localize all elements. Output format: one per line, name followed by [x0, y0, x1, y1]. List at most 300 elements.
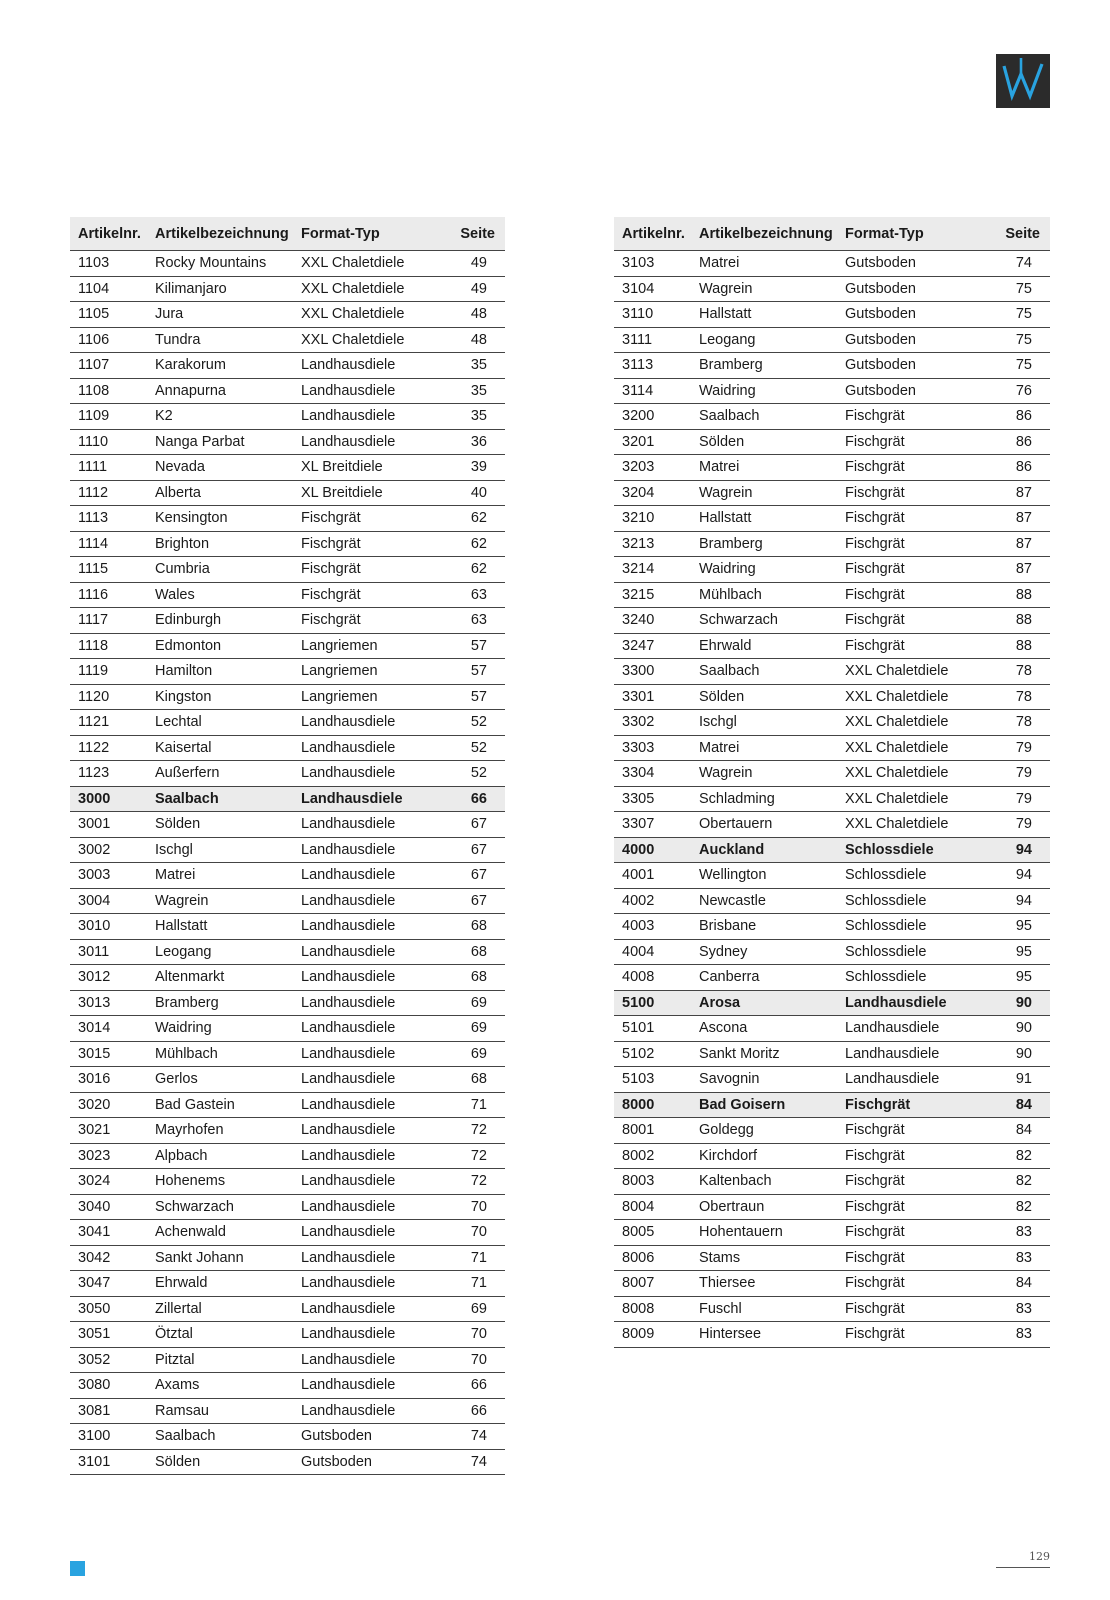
cell-page: 71: [440, 1271, 505, 1297]
cell-page: 67: [440, 888, 505, 914]
cell-name: Waidring: [691, 378, 837, 404]
cell-page: 75: [984, 276, 1050, 302]
header-name: Artikelbezeichnung: [147, 217, 293, 251]
cell-format: Langriemen: [293, 659, 440, 685]
cell-name: Sydney: [691, 939, 837, 965]
cell-page: 82: [984, 1143, 1050, 1169]
cell-article-no: 3047: [70, 1271, 147, 1297]
table-row: [614, 633, 1050, 659]
table-row: [614, 1067, 1050, 1093]
table-row: [70, 557, 505, 583]
cell-page: 71: [440, 1092, 505, 1118]
cell-page: 62: [440, 557, 505, 583]
cell-format: Landhausdiele: [293, 1322, 440, 1348]
cell-page: 95: [984, 914, 1050, 940]
cell-page: 72: [440, 1169, 505, 1195]
table-row: [614, 914, 1050, 940]
table-row: [614, 455, 1050, 481]
cell-page: 68: [440, 939, 505, 965]
cell-page: 68: [440, 1067, 505, 1093]
cell-name: Hintersee: [691, 1322, 837, 1348]
cell-article-no: 1118: [70, 633, 147, 659]
cell-article-no: 3213: [614, 531, 691, 557]
cell-format: XXL Chaletdiele: [837, 735, 984, 761]
cell-article-no: 3052: [70, 1347, 147, 1373]
table-row: [70, 251, 505, 277]
cell-format: XXL Chaletdiele: [837, 786, 984, 812]
cell-article-no: 3012: [70, 965, 147, 991]
cell-format: Landhausdiele: [293, 1041, 440, 1067]
cell-article-no: 4003: [614, 914, 691, 940]
cell-page: 67: [440, 812, 505, 838]
cell-name: Kaisertal: [147, 735, 293, 761]
cell-article-no: 3200: [614, 404, 691, 430]
cell-name: Lechtal: [147, 710, 293, 736]
cell-name: Rocky Mountains: [147, 251, 293, 277]
cell-name: Newcastle: [691, 888, 837, 914]
cell-article-no: 1103: [70, 251, 147, 277]
cell-article-no: 3302: [614, 710, 691, 736]
table-row: [614, 480, 1050, 506]
table-row: [70, 608, 505, 634]
cell-article-no: 8001: [614, 1118, 691, 1144]
cell-article-no: 3024: [70, 1169, 147, 1195]
table-row: [614, 302, 1050, 328]
cell-page: 87: [984, 531, 1050, 557]
cell-page: 74: [440, 1424, 505, 1450]
cell-article-no: 5101: [614, 1016, 691, 1042]
cell-article-no: 3303: [614, 735, 691, 761]
cell-page: 35: [440, 404, 505, 430]
cell-format: Fischgrät: [293, 582, 440, 608]
cell-name: Sölden: [691, 429, 837, 455]
cell-page: 84: [984, 1092, 1050, 1118]
cell-name: Sölden: [147, 1449, 293, 1475]
table-row: [614, 1041, 1050, 1067]
cell-page: 79: [984, 761, 1050, 787]
cell-name: Pitztal: [147, 1347, 293, 1373]
cell-name: Nanga Parbat: [147, 429, 293, 455]
cell-page: 66: [440, 1398, 505, 1424]
cell-article-no: 3023: [70, 1143, 147, 1169]
cell-format: Fischgrät: [837, 1092, 984, 1118]
table-row: [614, 1296, 1050, 1322]
cell-page: 74: [440, 1449, 505, 1475]
cell-name: Cumbria: [147, 557, 293, 583]
cell-page: 78: [984, 659, 1050, 685]
table-row: [70, 888, 505, 914]
cell-name: Wagrein: [147, 888, 293, 914]
table-row: [70, 633, 505, 659]
cell-article-no: 3100: [70, 1424, 147, 1450]
table-row: [614, 404, 1050, 430]
cell-name: Ramsau: [147, 1398, 293, 1424]
cell-format: Landhausdiele: [293, 1245, 440, 1271]
table-row: [614, 1118, 1050, 1144]
cell-article-no: 3247: [614, 633, 691, 659]
cell-article-no: 1115: [70, 557, 147, 583]
table-row: [70, 582, 505, 608]
cell-page: 48: [440, 302, 505, 328]
cell-name: Matrei: [691, 455, 837, 481]
cell-page: 74: [984, 251, 1050, 277]
cell-format: Fischgrät: [837, 506, 984, 532]
cell-page: 84: [984, 1271, 1050, 1297]
cell-name: Ascona: [691, 1016, 837, 1042]
cell-page: 62: [440, 531, 505, 557]
cell-format: XXL Chaletdiele: [837, 812, 984, 838]
cell-format: Landhausdiele: [837, 1016, 984, 1042]
cell-article-no: 3307: [614, 812, 691, 838]
cell-name: Arosa: [691, 990, 837, 1016]
cell-page: 75: [984, 302, 1050, 328]
cell-page: 66: [440, 1373, 505, 1399]
cell-format: Landhausdiele: [293, 939, 440, 965]
cell-name: Matrei: [691, 735, 837, 761]
cell-name: Altenmarkt: [147, 965, 293, 991]
cell-article-no: 3014: [70, 1016, 147, 1042]
cell-format: Fischgrät: [837, 1169, 984, 1195]
table-row: [614, 582, 1050, 608]
table-row: [70, 353, 505, 379]
table-row: [614, 710, 1050, 736]
table-row: [614, 327, 1050, 353]
cell-article-no: 5102: [614, 1041, 691, 1067]
cell-format: Landhausdiele: [293, 837, 440, 863]
table-row: [70, 1067, 505, 1093]
cell-format: Schlossdiele: [837, 939, 984, 965]
table-row-highlighted: [614, 837, 1050, 863]
table-row: [614, 1016, 1050, 1042]
cell-page: 71: [440, 1245, 505, 1271]
cell-name: Ehrwald: [147, 1271, 293, 1297]
table-row: [70, 327, 505, 353]
table-row: [70, 812, 505, 838]
table-row: [70, 710, 505, 736]
cell-article-no: 1106: [70, 327, 147, 353]
cell-format: Landhausdiele: [293, 863, 440, 889]
cell-name: Schladming: [691, 786, 837, 812]
cell-article-no: 8006: [614, 1245, 691, 1271]
cell-format: Landhausdiele: [293, 735, 440, 761]
cell-format: Landhausdiele: [293, 1398, 440, 1424]
cell-name: Matrei: [147, 863, 293, 889]
cell-name: Wellington: [691, 863, 837, 889]
header-page: Seite: [984, 217, 1050, 251]
cell-name: Saalbach: [147, 786, 293, 812]
table-row: [70, 1092, 505, 1118]
article-table-right: [614, 217, 1050, 1348]
cell-article-no: 1120: [70, 684, 147, 710]
cell-page: 94: [984, 888, 1050, 914]
cell-article-no: 1119: [70, 659, 147, 685]
cell-name: Stams: [691, 1245, 837, 1271]
cell-name: Edmonton: [147, 633, 293, 659]
table-row: [614, 353, 1050, 379]
cell-page: 62: [440, 506, 505, 532]
cell-article-no: 3003: [70, 863, 147, 889]
cell-format: Landhausdiele: [293, 1016, 440, 1042]
cell-format: Fischgrät: [837, 608, 984, 634]
cell-article-no: 1109: [70, 404, 147, 430]
cell-article-no: 3000: [70, 786, 147, 812]
cell-name: Bramberg: [147, 990, 293, 1016]
cell-article-no: 3004: [70, 888, 147, 914]
cell-format: Schlossdiele: [837, 914, 984, 940]
cell-name: Kirchdorf: [691, 1143, 837, 1169]
cell-format: Landhausdiele: [293, 1143, 440, 1169]
cell-page: 67: [440, 837, 505, 863]
cell-page: 87: [984, 480, 1050, 506]
table-row: [70, 684, 505, 710]
cell-article-no: 3016: [70, 1067, 147, 1093]
table-row: [70, 659, 505, 685]
cell-format: Landhausdiele: [293, 761, 440, 787]
cell-format: Gutsboden: [837, 327, 984, 353]
cell-page: 69: [440, 1016, 505, 1042]
cell-name: Ischgl: [691, 710, 837, 736]
table-row: [70, 302, 505, 328]
table-row: [70, 1041, 505, 1067]
cell-page: 69: [440, 1296, 505, 1322]
cell-article-no: 3020: [70, 1092, 147, 1118]
cell-format: Landhausdiele: [293, 1296, 440, 1322]
cell-article-no: 1110: [70, 429, 147, 455]
cell-name: Tundra: [147, 327, 293, 353]
cell-page: 86: [984, 404, 1050, 430]
cell-name: Savognin: [691, 1067, 837, 1093]
cell-page: 48: [440, 327, 505, 353]
cell-article-no: 3010: [70, 914, 147, 940]
table-row: [70, 965, 505, 991]
table-row: [70, 429, 505, 455]
cell-article-no: 3002: [70, 837, 147, 863]
cell-page: 75: [984, 327, 1050, 353]
cell-format: XXL Chaletdiele: [293, 276, 440, 302]
cell-name: Außerfern: [147, 761, 293, 787]
cell-name: Kensington: [147, 506, 293, 532]
cell-format: Landhausdiele: [293, 965, 440, 991]
cell-name: Hallstatt: [691, 302, 837, 328]
cell-format: XXL Chaletdiele: [837, 761, 984, 787]
cell-name: Hohentauern: [691, 1220, 837, 1246]
cell-format: Gutsboden: [293, 1424, 440, 1450]
cell-name: Kilimanjaro: [147, 276, 293, 302]
cell-article-no: 1121: [70, 710, 147, 736]
table-row-highlighted: [70, 786, 505, 812]
cell-name: Wagrein: [691, 276, 837, 302]
table-row: [70, 1143, 505, 1169]
cell-page: 36: [440, 429, 505, 455]
cell-format: Landhausdiele: [293, 914, 440, 940]
cell-format: Landhausdiele: [293, 353, 440, 379]
cell-article-no: 3204: [614, 480, 691, 506]
w-logo-icon: [996, 54, 1050, 108]
cell-format: Fischgrät: [837, 531, 984, 557]
cell-format: Schlossdiele: [837, 837, 984, 863]
cell-article-no: 3104: [614, 276, 691, 302]
cell-page: 72: [440, 1143, 505, 1169]
header-article-no: Artikelnr.: [614, 217, 691, 251]
cell-format: Landhausdiele: [293, 1118, 440, 1144]
header-format: Format-Typ: [837, 217, 984, 251]
cell-article-no: 1104: [70, 276, 147, 302]
header-page: Seite: [440, 217, 505, 251]
cell-page: 39: [440, 455, 505, 481]
cell-page: 40: [440, 480, 505, 506]
article-table-left: [70, 217, 505, 1475]
table-row: [614, 276, 1050, 302]
table-row: [70, 1322, 505, 1348]
cell-page: 52: [440, 761, 505, 787]
cell-name: Obertraun: [691, 1194, 837, 1220]
cell-name: Bramberg: [691, 531, 837, 557]
cell-name: Hamilton: [147, 659, 293, 685]
cell-page: 52: [440, 735, 505, 761]
cell-article-no: 8002: [614, 1143, 691, 1169]
cell-article-no: 3201: [614, 429, 691, 455]
cell-article-no: 1114: [70, 531, 147, 557]
cell-article-no: 3001: [70, 812, 147, 838]
cell-page: 82: [984, 1194, 1050, 1220]
cell-article-no: 3203: [614, 455, 691, 481]
cell-article-no: 3015: [70, 1041, 147, 1067]
cell-name: Leogang: [691, 327, 837, 353]
cell-name: Saalbach: [691, 404, 837, 430]
cell-name: K2: [147, 404, 293, 430]
cell-name: Waidring: [691, 557, 837, 583]
cell-name: Bad Goisern: [691, 1092, 837, 1118]
cell-page: 95: [984, 939, 1050, 965]
cell-name: Auckland: [691, 837, 837, 863]
table-header-row: [614, 217, 1050, 251]
cell-page: 68: [440, 965, 505, 991]
cell-format: XXL Chaletdiele: [293, 302, 440, 328]
cell-name: Sankt Johann: [147, 1245, 293, 1271]
cell-format: XXL Chaletdiele: [293, 327, 440, 353]
table-row: [70, 1271, 505, 1297]
cell-article-no: 4004: [614, 939, 691, 965]
cell-name: Wagrein: [691, 761, 837, 787]
table-row: [70, 404, 505, 430]
cell-page: 63: [440, 582, 505, 608]
cell-page: 90: [984, 990, 1050, 1016]
cell-article-no: 3113: [614, 353, 691, 379]
table-row: [70, 1449, 505, 1475]
cell-page: 70: [440, 1220, 505, 1246]
table-row: [70, 990, 505, 1016]
cell-article-no: 1105: [70, 302, 147, 328]
cell-article-no: 3040: [70, 1194, 147, 1220]
cell-format: Fischgrät: [293, 531, 440, 557]
cell-name: Hallstatt: [147, 914, 293, 940]
cell-name: Hohenems: [147, 1169, 293, 1195]
cell-name: Bad Gastein: [147, 1092, 293, 1118]
table-row: [614, 939, 1050, 965]
cell-article-no: 3011: [70, 939, 147, 965]
cell-article-no: 8007: [614, 1271, 691, 1297]
cell-page: 91: [984, 1067, 1050, 1093]
cell-article-no: 1111: [70, 455, 147, 481]
cell-page: 76: [984, 378, 1050, 404]
cell-article-no: 3111: [614, 327, 691, 353]
cell-format: XXL Chaletdiele: [837, 710, 984, 736]
table-row: [614, 608, 1050, 634]
cell-page: 57: [440, 659, 505, 685]
cell-name: Sankt Moritz: [691, 1041, 837, 1067]
cell-format: Fischgrät: [837, 582, 984, 608]
cell-page: 63: [440, 608, 505, 634]
cell-format: Fischgrät: [837, 633, 984, 659]
cell-name: Edinburgh: [147, 608, 293, 634]
table-row: [614, 863, 1050, 889]
cell-article-no: 4001: [614, 863, 691, 889]
cell-page: 70: [440, 1194, 505, 1220]
cell-format: Landhausdiele: [837, 1067, 984, 1093]
table-row: [614, 659, 1050, 685]
cell-article-no: 8000: [614, 1092, 691, 1118]
page-number: 129: [996, 1550, 1050, 1568]
cell-name: Ötztal: [147, 1322, 293, 1348]
cell-article-no: 4008: [614, 965, 691, 991]
table-row: [70, 863, 505, 889]
cell-name: Kaltenbach: [691, 1169, 837, 1195]
cell-article-no: 1117: [70, 608, 147, 634]
cell-page: 87: [984, 557, 1050, 583]
cell-name: Jura: [147, 302, 293, 328]
cell-article-no: 1113: [70, 506, 147, 532]
cell-format: Landhausdiele: [837, 1041, 984, 1067]
cell-page: 86: [984, 455, 1050, 481]
table-row: [614, 965, 1050, 991]
cell-format: Fischgrät: [837, 1271, 984, 1297]
blue-square-marker: [70, 1561, 85, 1576]
cell-page: 94: [984, 863, 1050, 889]
cell-name: Gerlos: [147, 1067, 293, 1093]
table-row: [70, 276, 505, 302]
cell-name: Sölden: [147, 812, 293, 838]
table-row: [70, 1296, 505, 1322]
cell-format: Schlossdiele: [837, 965, 984, 991]
cell-format: Fischgrät: [837, 1245, 984, 1271]
table-row: [70, 837, 505, 863]
table-row: [614, 888, 1050, 914]
cell-page: 95: [984, 965, 1050, 991]
cell-name: Karakorum: [147, 353, 293, 379]
cell-format: Landhausdiele: [293, 1194, 440, 1220]
cell-format: XL Breitdiele: [293, 480, 440, 506]
table-row: [70, 1169, 505, 1195]
cell-article-no: 3101: [70, 1449, 147, 1475]
cell-name: Saalbach: [147, 1424, 293, 1450]
cell-page: 35: [440, 353, 505, 379]
cell-name: Leogang: [147, 939, 293, 965]
cell-name: Alberta: [147, 480, 293, 506]
cell-format: Landhausdiele: [293, 1067, 440, 1093]
cell-format: XXL Chaletdiele: [837, 659, 984, 685]
cell-page: 49: [440, 276, 505, 302]
cell-page: 86: [984, 429, 1050, 455]
table-row: [614, 1245, 1050, 1271]
cell-page: 57: [440, 633, 505, 659]
cell-format: Landhausdiele: [293, 378, 440, 404]
cell-article-no: 3305: [614, 786, 691, 812]
cell-article-no: 3103: [614, 251, 691, 277]
table-row: [614, 1143, 1050, 1169]
cell-article-no: 5100: [614, 990, 691, 1016]
header-article-no: Artikelnr.: [70, 217, 147, 251]
cell-article-no: 3214: [614, 557, 691, 583]
